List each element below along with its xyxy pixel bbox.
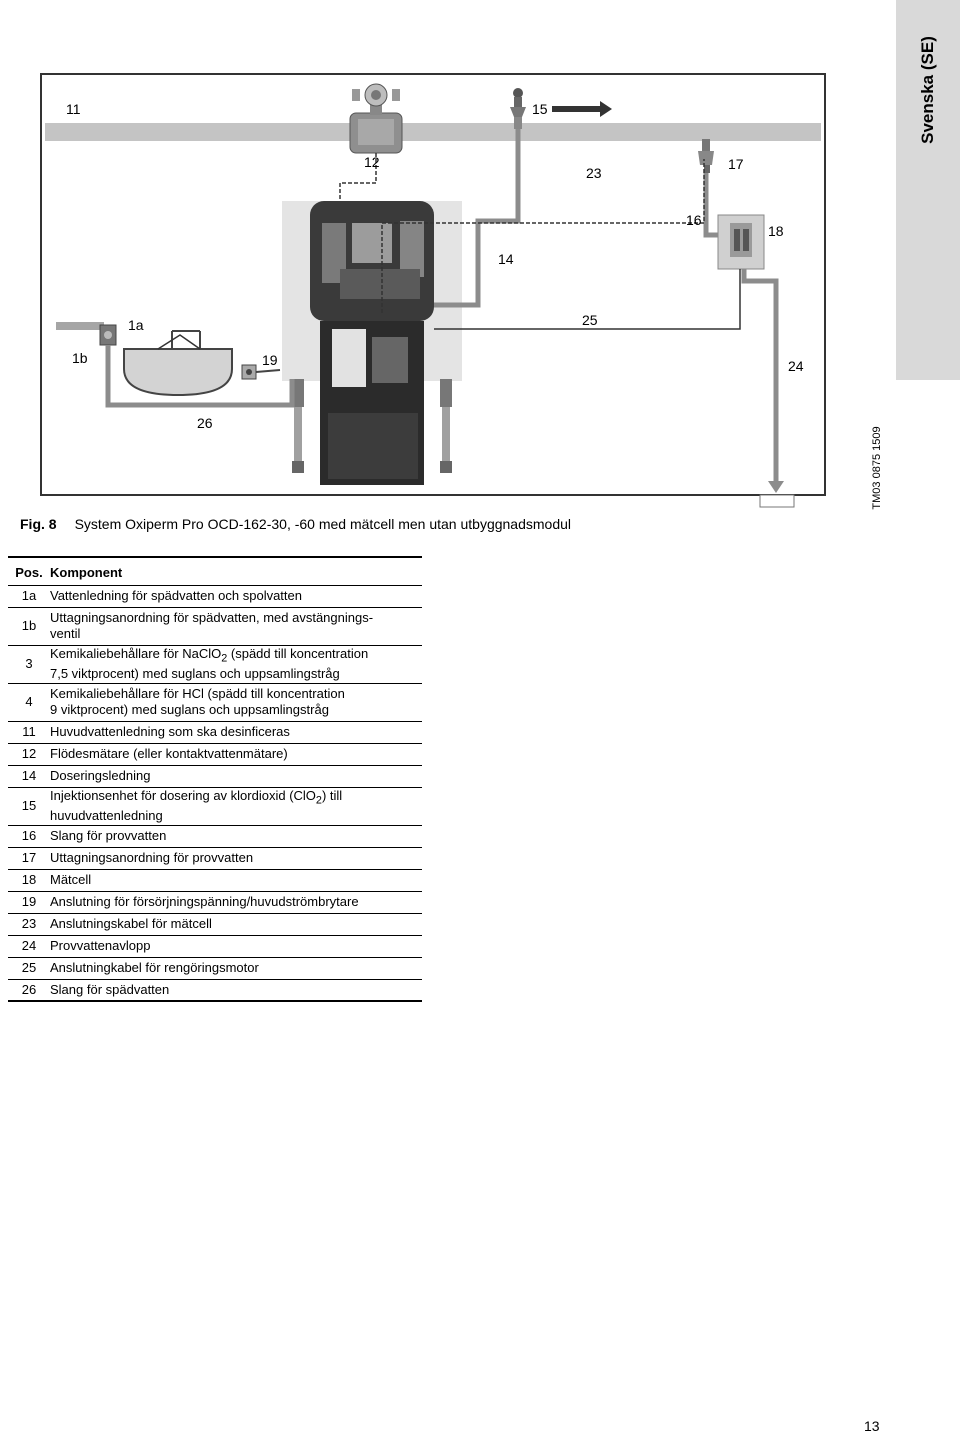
table-row — [8, 847, 422, 869]
flow-direction-arrow — [552, 101, 612, 117]
row-component: Slang för spädvatten — [50, 981, 170, 997]
row-component — [50, 607, 422, 645]
row-pos: 16 — [21, 828, 37, 843]
row-pos: 1b — [21, 618, 37, 633]
component-table — [8, 556, 422, 1002]
row-pos: 19 — [21, 894, 37, 909]
drawing-reference-code: TM03 0875 1509 — [871, 426, 883, 510]
drain-arrow — [768, 481, 784, 493]
label-14: 14 — [498, 251, 514, 267]
row-pos: 4 — [25, 694, 33, 709]
drain-grate — [760, 495, 794, 507]
row-pos: 24 — [21, 938, 37, 953]
label-1a: 1a — [128, 317, 144, 333]
row-text-line2: huvudvattenledning — [50, 808, 163, 824]
table-header-row — [8, 557, 422, 585]
dilution-water-line — [56, 322, 104, 330]
table-row — [8, 765, 422, 787]
figure-number: Fig. 8 — [20, 516, 57, 532]
row-text-line1: Uttagningsanordning för spädvatten, med avstängnings- — [50, 610, 374, 625]
label-11: 11 — [66, 101, 81, 117]
subscript: 2 — [221, 652, 228, 665]
row-pos: 17 — [21, 850, 37, 865]
sample-tap-icon — [698, 139, 714, 173]
measuring-cell-panel — [718, 215, 764, 269]
row-pos: 15 — [21, 798, 37, 813]
row-pos: 14 — [21, 768, 37, 783]
row-text-line2: 7,5 viktprocent) med suglans och uppsamlingstråg — [50, 666, 340, 682]
language-tab-label: Svenska (SE) — [918, 36, 937, 144]
row-text-line1: Injektionsenhet för dosering av klordioxid (ClO — [50, 787, 316, 803]
table-row — [8, 891, 422, 913]
system-schematic — [40, 73, 826, 513]
row-component — [50, 645, 422, 683]
table-row — [8, 743, 422, 765]
table-row — [8, 645, 422, 683]
label-23: 23 — [586, 165, 602, 181]
header-pos: Pos. — [15, 565, 43, 581]
table-row — [8, 979, 422, 1001]
row-pos: 12 — [21, 746, 37, 761]
row-component — [50, 787, 422, 825]
table-row — [8, 721, 422, 743]
row-text-after: (spädd till koncentration — [227, 645, 369, 661]
row-text-after: ) till — [321, 787, 343, 803]
header-component: Komponent — [50, 565, 123, 581]
row-component: Doseringsledning — [50, 768, 151, 783]
label-19: 19 — [262, 352, 278, 368]
label-12: 12 — [364, 154, 380, 170]
label-15: 15 — [532, 101, 548, 117]
label-16: 16 — [686, 212, 702, 228]
subscript: 2 — [315, 794, 322, 807]
label-25: 25 — [582, 312, 598, 328]
label-1b: 1b — [72, 350, 88, 366]
row-text-line2: ventil — [50, 626, 81, 641]
label-18: 18 — [768, 223, 784, 239]
table-row — [8, 913, 422, 935]
row-pos: 3 — [25, 656, 33, 671]
figure-caption — [20, 516, 571, 532]
dosing-system-cabinet — [282, 201, 462, 485]
row-pos: 26 — [21, 981, 37, 997]
table-row — [8, 957, 422, 979]
row-component: Slang för provvatten — [50, 828, 167, 843]
main-water-pipe — [45, 123, 821, 141]
label-17: 17 — [728, 156, 744, 172]
page-number: 13 — [864, 1418, 880, 1434]
flow-meter-icon — [350, 84, 402, 153]
table-row — [8, 607, 422, 645]
row-pos: 18 — [21, 872, 37, 887]
row-component: Anslutningkabel för rengöringsmotor — [50, 960, 259, 975]
row-component: Mätcell — [50, 872, 92, 887]
row-pos: 11 — [22, 724, 36, 739]
row-component: Provvattenavlopp — [50, 938, 151, 953]
row-component: Uttagningsanordning för provvatten — [50, 850, 254, 865]
table-row — [8, 787, 422, 825]
injection-valve-icon — [510, 88, 526, 129]
table-row — [8, 869, 422, 891]
figure-caption-text: System Oxiperm Pro OCD-162-30, -60 med mätcell men utan utbyggnadsmodul — [74, 516, 572, 532]
sample-drain-hose — [744, 269, 776, 481]
row-pos: 1a — [21, 588, 37, 603]
table-row — [8, 585, 422, 607]
chemical-tank-4 — [440, 379, 452, 473]
row-text-line2: 9 viktprocent) med suglans och uppsamlingstråg — [50, 702, 329, 717]
row-component: Anslutning för försörjningspänning/huvudströmbrytare — [50, 894, 359, 909]
sample-hose — [706, 173, 718, 235]
table-row — [8, 683, 422, 721]
row-component — [50, 683, 422, 721]
row-pos: 23 — [21, 916, 37, 931]
label-24: 24 — [788, 358, 804, 374]
row-component: Flödesmätare (eller kontaktvattenmätare) — [50, 746, 288, 761]
row-component: Vattenledning för spädvatten och spolvatten — [50, 588, 302, 603]
table-row — [8, 825, 422, 847]
row-text-line1: Kemikaliebehållare för HCl (spädd till koncentration — [50, 686, 345, 701]
row-text-line1: Kemikaliebehållare för NaClO — [50, 645, 222, 661]
dilution-tank — [124, 331, 232, 395]
row-pos: 25 — [21, 960, 37, 975]
row-component: Anslutningskabel för mätcell — [50, 916, 212, 931]
tank-cable — [158, 335, 200, 349]
shutoff-valve-icon — [100, 325, 116, 345]
label-26: 26 — [197, 415, 213, 431]
table-row — [8, 935, 422, 957]
row-component: Huvudvattenledning som ska desinficeras — [50, 724, 290, 739]
